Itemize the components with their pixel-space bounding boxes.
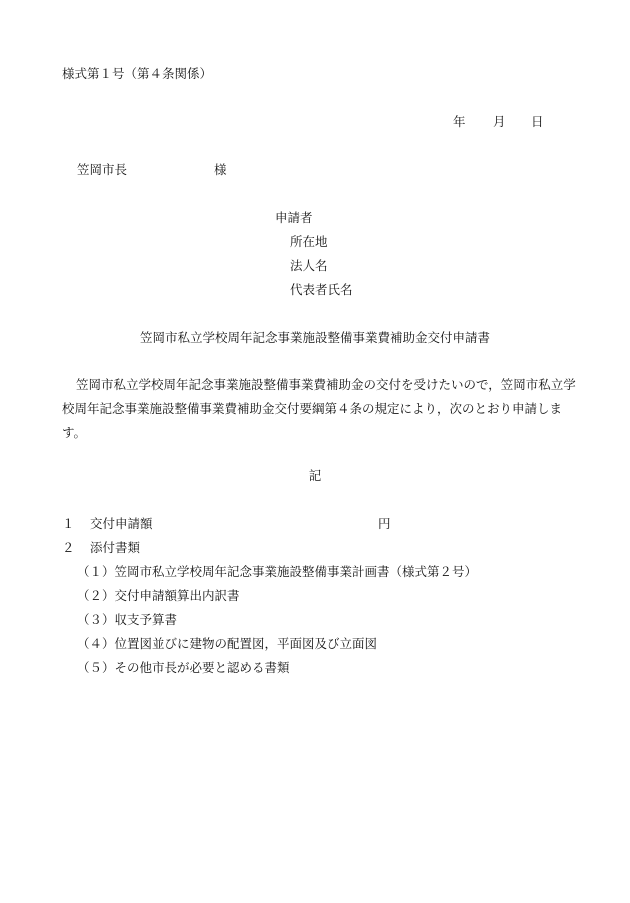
date-day-label: 日 (531, 114, 544, 129)
grant-amount-unit: 円 (378, 516, 391, 531)
item-number-1: １ (62, 516, 75, 531)
application-body-text: 笠岡市私立学校周年記念事業施設整備事業費補助金の交付を受けたいので，笠岡市私立学校周年記念事業施設整備事業費補助金交付要綱第４条の規定により，次のとおり申請します。 (62, 377, 576, 440)
applicant-representative-label: 代表者氏名 (290, 282, 353, 297)
applicant-heading: 申請者 (275, 210, 313, 225)
addressee-honorific: 様 (214, 162, 227, 177)
addressee-name: 笠岡市長 (77, 162, 128, 177)
attachment-item-4: （４）位置図並びに建物の配置図，平面図及び立面図 (77, 636, 378, 651)
date-year-label: 年 (453, 114, 466, 129)
form-number: 様式第１号（第４条関係） (62, 66, 213, 81)
item-number-2: ２ (62, 540, 75, 555)
applicant-address-label: 所在地 (290, 234, 328, 249)
date-month-label: 月 (493, 114, 506, 129)
attachment-item-3: （３）収支予算書 (77, 612, 178, 627)
attachment-item-1: （１）笠岡市私立学校周年記念事業施設整備事業計画書（様式第２号） (77, 564, 478, 579)
item-label-attachments: 添付書類 (90, 540, 141, 555)
attachment-item-5: （５）その他市長が必要と認める書類 (77, 660, 290, 675)
document-title: 笠岡市私立学校周年記念事業施設整備事業費補助金交付申請書 (139, 330, 490, 345)
attachment-item-2: （２）交付申請額算出内訳書 (77, 588, 240, 603)
item-label-grant-amount: 交付申請額 (90, 516, 153, 531)
applicant-corporation-label: 法人名 (290, 258, 328, 273)
ki-heading: 記 (308, 468, 322, 483)
